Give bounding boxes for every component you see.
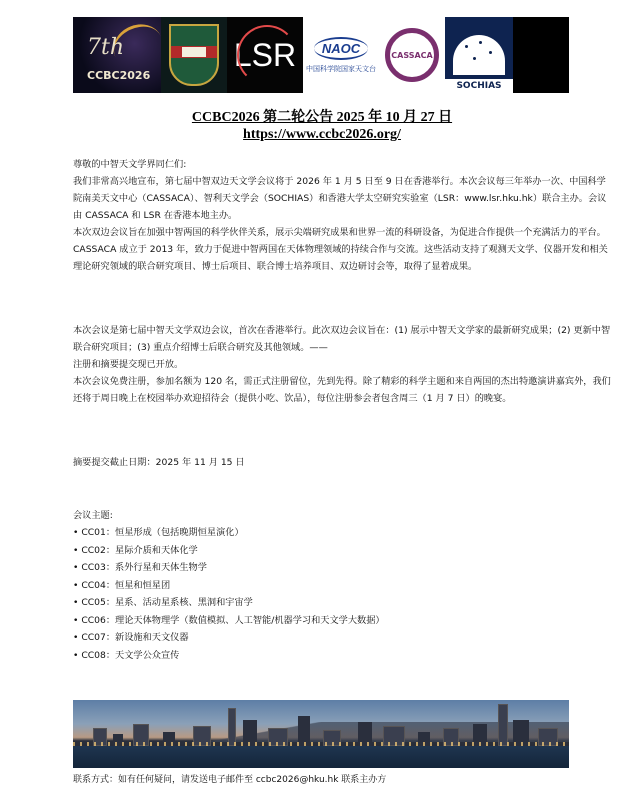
page-title: CCBC2026 第二轮公告 2025 年 10 月 27 日 (191, 110, 453, 125)
ccbc-logo-text: CCBC2026 (87, 69, 151, 82)
sochias-logo-text: SOCHIAS (445, 79, 513, 93)
list-item: • CC01：恒星形成（包括晚期恒星演化） (73, 524, 473, 542)
ccbc-ordinal: 7th (87, 35, 125, 60)
paragraph-intro: 我们非常高兴地宣布，第七届中智双边天文学会议将于 2026 年 1 月 5 日至 9 日在香港举行。本次会议每三年举办一次、中国科学院南美天文中心（CASSACA）、智利天文学会（SOCHIAS）和香港大学太空研究实验室（LSR：www.lsr.hku.hk）联合主办。会议由 CASSACA 和 LSR 在香港本地主办。 (73, 176, 607, 221)
list-item: • CC03：系外行星和天体生物学 (73, 559, 473, 577)
list-item: • CC05：星系、活动星系核、黑洞和宇宙学 (73, 594, 473, 612)
ccbc2026-logo (73, 17, 161, 93)
paragraph-goals: 本次会议是第七届中智天文学双边会议，首次在香港举行。此次双边会议旨在：(1) 展示中智天文学家的最新研究成果；(2) 更新中智联合研究项目；(3) 重点介绍博士后联合研究及其他领域。—— (73, 325, 611, 353)
cassaca-ring-icon (385, 28, 439, 82)
sochias-dome-icon (453, 35, 505, 75)
list-item: • CC06：理论天体物理学（数值模拟、人工智能/机器学习和天文学大数据） (73, 612, 473, 630)
list-item: • CC02：星际介质和天体化学 (73, 542, 473, 560)
list-item: • CC07：新设施和天文仪器 (73, 629, 473, 647)
announcement-goals (73, 322, 613, 407)
lsr-ring-icon (237, 25, 297, 85)
hong-kong-skyline-photo (73, 700, 569, 768)
deadline-block (73, 454, 613, 471)
lsr-logo (227, 17, 303, 93)
abstract-deadline: 摘要提交截止日期：2025 年 11 月 15 日 (73, 457, 245, 468)
greeting: 尊敬的中智天文学界同仁们: (73, 159, 187, 170)
naoc-logo (303, 17, 379, 93)
lsr-logo-text: LSR (233, 36, 297, 73)
website-link[interactable]: https://www.ccbc2026.org/ (243, 127, 401, 142)
cassaca-logo-text: CASSACA (391, 50, 433, 60)
naoc-logo-subtext: 中国科学院国家天文台 (306, 64, 376, 73)
topics-heading: 会议主题: (73, 510, 113, 521)
list-item: • CC04：恒星和恒星团 (73, 577, 473, 595)
announcement-body (73, 156, 613, 275)
contact-info: 联系方式：如有任何疑问，请发送电子邮件至 ccbc2026@hku.hk 联系主办方 (73, 775, 387, 785)
registration-open: 注册和摘要提交现已开放。 (73, 359, 184, 370)
paragraph-registration: 本次会议免费注册，参加名额为 120 名，需正式注册留位，先到先得。除了精彩的科学主题和来自两国的杰出特邀演讲嘉宾外，我们还将于周日晚上在校园举办欢迎招待会（提供小吃、饮品），每位注册参会者包含周三（1 月 7 日）的晚宴。 (73, 376, 611, 404)
naoc-logo-text: NAOC (314, 37, 368, 60)
list-item: • CC08：天文学公众宣传 (73, 647, 473, 665)
logo-banner (73, 17, 569, 93)
hku-crest-logo (161, 17, 227, 93)
cassaca-logo (379, 17, 445, 93)
sochias-logo (445, 17, 513, 93)
hku-shield-icon (169, 24, 219, 86)
topics-list (73, 524, 473, 664)
paragraph-purpose: 本次双边会议旨在加强中智两国的科学伙伴关系，展示尖端研究成果和世界一流的科研设备，为促进合作提供一个充满活力的平台。CASSACA 成立于 2013 年，致力于促进中智两国在天体物理领域的持续合作与交流。这些活动支持了观测天文学、仪器开发和相关理论研究领域的联合研究项目、博士后项目、联合博士培养项目、双边研讨会等，取得了显着成果。 (73, 227, 608, 272)
topics-heading-block (73, 507, 613, 524)
